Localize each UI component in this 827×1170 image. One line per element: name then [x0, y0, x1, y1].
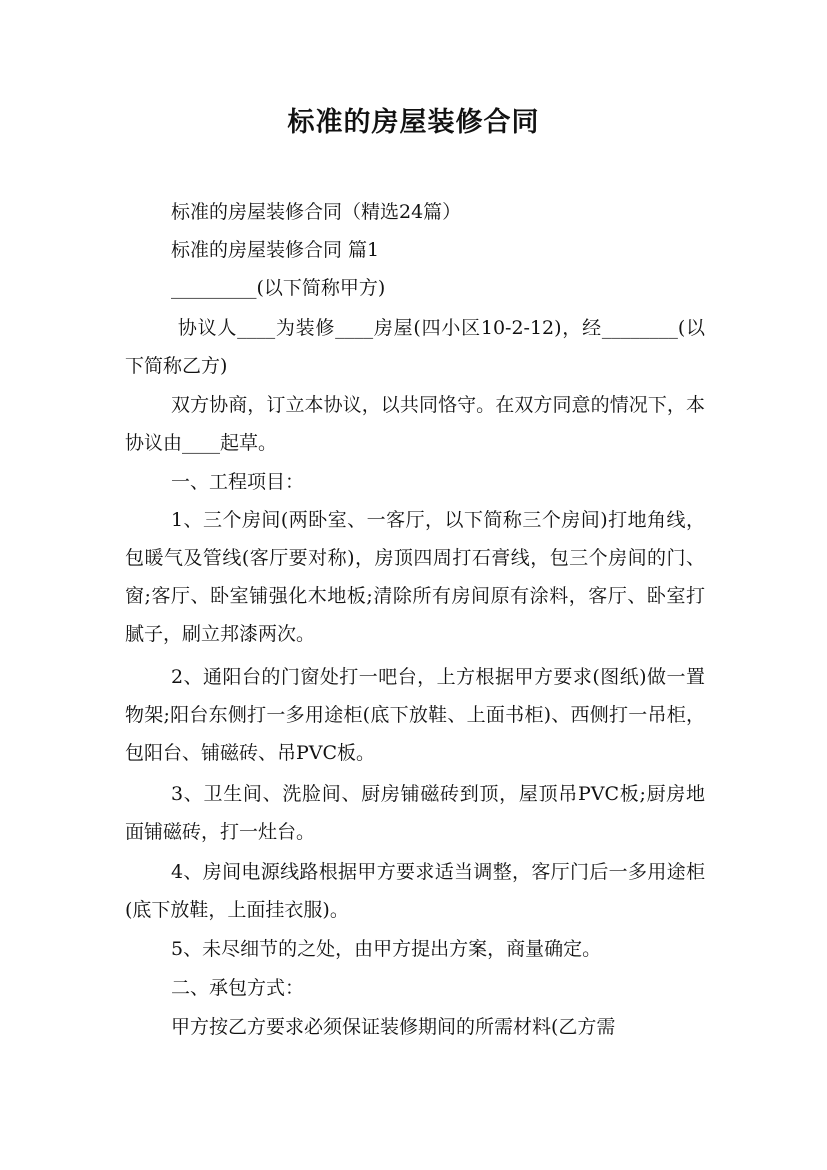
paragraph-item-2: 2、通阳台的门窗处打一吧台，上方根据甲方要求(图纸)做一置物架;阳台东侧打一多用途柜(底下放鞋、上面书柜)、西侧打一吊柜，包阳台、铺磁砖、吊PVC板。	[125, 666, 705, 764]
paragraph-negotiation: 双方协商，订立本协议，以共同恪守。在双方同意的情况下，本协议由____起草。	[125, 394, 705, 454]
heading-contract-method: 二、承包方式：	[171, 977, 305, 999]
paragraph-item-4: 4、房间电源线路根据甲方要求适当调整，客厅门后一多用途柜(底下放鞋，上面挂衣服)。	[125, 861, 705, 921]
paragraph-party-a: _________(以下简称甲方)	[171, 277, 386, 299]
paragraph-agreement-party: 协议人____为装修____房屋(四小区10-2-12)，经________(以下简称乙方)	[125, 317, 705, 377]
paragraph-item-1: 1、三个房间(两卧室、一客厅，以下简称三个房间)打地角线，包暖气及管线(客厅要对称)，房顶四周打石膏线，包三个房间的门、窗;客厅、卧室铺强化木地板;清除所有房间原有涂料，客厅、卧室打腻子，刷立邦漆两次。	[125, 509, 705, 645]
heading-project-items: 一、工程项目：	[171, 471, 305, 493]
paragraph-item-3: 3、卫生间、洗脸间、厨房铺磁砖到顶，屋顶吊PVC板;厨房地面铺磁砖，打一灶台。	[125, 783, 705, 843]
paragraph-subtitle: 标准的房屋装修合同（精选24篇）	[171, 201, 462, 223]
paragraph-section-heading: 标准的房屋装修合同 篇1	[171, 239, 380, 261]
document-title: 标准的房屋装修合同	[287, 107, 540, 138]
paragraph-contract-method: 甲方按乙方要求必须保证装修期间的所需材料(乙方需	[171, 1016, 616, 1038]
paragraph-item-5: 5、未尽细节的之处，由甲方提出方案，商量确定。	[171, 938, 602, 960]
